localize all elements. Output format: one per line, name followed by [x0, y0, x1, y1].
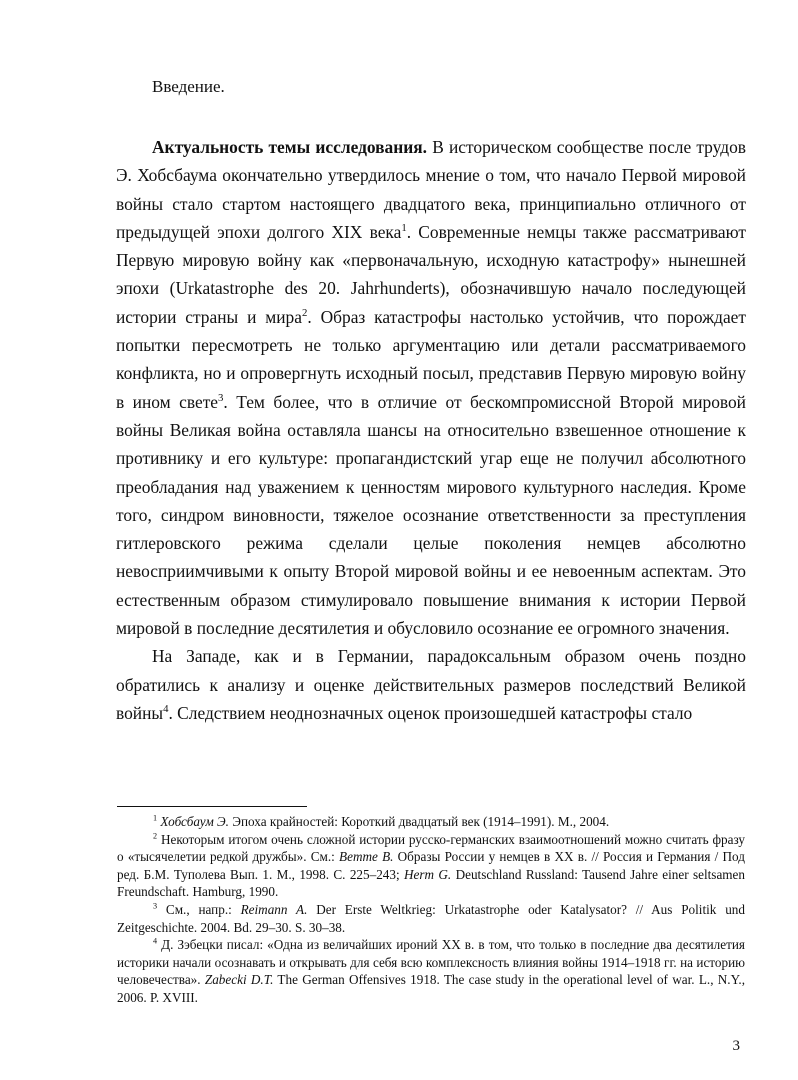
footnote-ref[interactable]: 3: [218, 391, 224, 404]
paragraph-relevance: Актуальность темы исследования. В историческом сообществе после трудов Э. Хобсбаума окончательно утвердилось мнение о том, что начало Первой мировой войны стало стартом настоящего двадцатого века, принципиально отличного от предыдущей эпохи долгого XIX века$^1$. Современные немцы также рассматривают Первую мировую войну как «первоначальную, исходную катастрофу» нынешней эпохи (Urkatastrophe des 20. Jahrhunderts), обозначившую начало последующей истории страны и мира$^2$. Образ катастрофы настолько устойчив, что порождает попытки пересмотреть не только аргументацию или детали рассматриваемого конфликта, но и опровергнуть исходный посыл, представив Первую мировую войну в ином свете$^3$. Тем более, что в отличие от бескомпромиссной Второй мировой войны Великая война оставляла шансы на относительно взвешенное отношение к противнику и его культуре: пропагандистский угар еще не получил абсолютного преобладания над уважением к ценностям мирового культурного наследия. Кроме того, синдром виновности, тяжелое осознание ответственности за преступления гитлеровского режима сделали целые поколения немцев абсолютно невосприимчивыми к опыту Второй мировой войны и ее невоенным аспектам. Это естественным образом стимулировало повышение внимания к истории Первой мировой в последние десятилетия и обусловило осознание ее огромного значения.: [116, 137, 746, 639]
paragraph-lead: Актуальность темы исследования.: [152, 137, 428, 157]
section-heading: Введение.: [152, 77, 225, 96]
footnotes: [117, 813, 745, 1007]
page-number: 3: [732, 1038, 740, 1054]
paragraph-west: На Западе, как и в Германии, парадоксальным образом очень поздно обратились к анализу и оценке действительных размеров последствий Великой войны$^4$. Следствием неоднозначных оценок произошедшей катастрофы стало: [116, 646, 746, 723]
footnote-ref[interactable]: 1: [401, 222, 407, 235]
footnote-divider: [117, 806, 307, 807]
footnote-1: $^1$ Хобсбаум Э. Эпоха крайностей: Короткий двадцатый век (1914–1991). М., 2004.: [153, 813, 610, 829]
footnote-3: $^3$ См., напр.: Reimann A. Der Erste Weltkrieg: Urkatastrophe oder Katalysator? // Aus Politik und Zeitgeschichte. 2004. Bd. 29–30. S. 30–38.: [117, 901, 745, 935]
footnote-4: $^4$ Д. Зэбецки писал: «Одна из величайших ироний XX в. в том, что только в последние два десятилетия историки начали осознавать и открывать для себя всю комплексность влияния войны 1914–1918 гг. на историю человечества». Zabecki D.T. The German Offensives 1918. The case study in the operational level of war. L., N.Y., 2006. P. XVIII.: [117, 936, 746, 1005]
footnote-2: $^2$ Некоторым итогом очень сложной истории русско-германских взаимоотношений можно считать фразу о «тысячелетии редкой дружбы». См.: Bemme B. Образы России у немцев в XX в. // Россия и Германия / Под ред. Б.М. Туполева Вып. 1. М., 1998. С. 225–243; Herm G. Deutschland Russland: Tausend Jahre einer seltsamen Freundschaft. Hamburg, 1990.: [117, 831, 745, 900]
body-text: [116, 133, 746, 727]
footnote-ref[interactable]: 2: [301, 306, 308, 319]
footnote-ref[interactable]: 4: [163, 703, 169, 716]
